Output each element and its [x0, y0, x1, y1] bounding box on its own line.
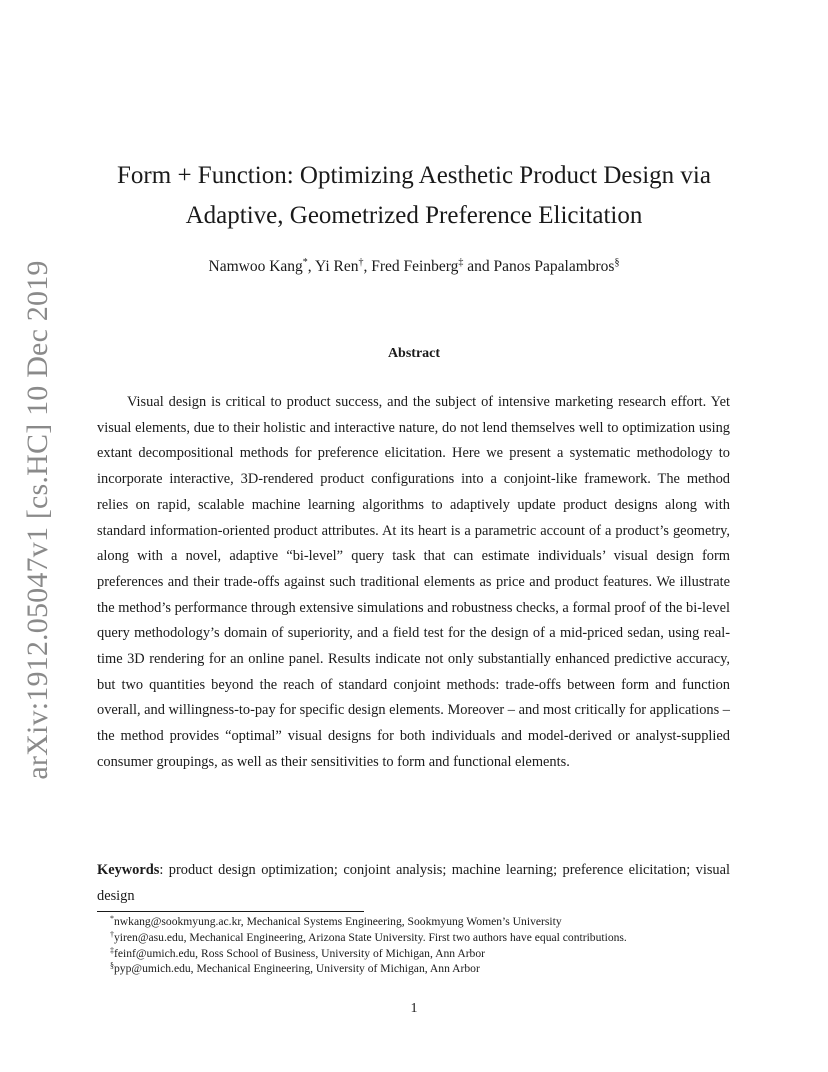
footnote: [110, 914, 730, 930]
footnote: [110, 961, 730, 977]
author-separator: ,: [307, 258, 315, 275]
abstract-text: Visual design is critical to product success, and the subject of intensive marketing research effort. Yet visual elements, due to their holistic and interactive nature, do not lend themselves well to optimization using extant decompositional methods for preference elicitation. Here we present a systematic methodology to incorporate interactive, 3D-rendered product configurations into a conjoint-like framework. The method relies on rapid, scalable machine learning algorithms to adaptively update product designs along with standard information-oriented product attributes. At its heart is a parametric account of a product’s geometry, along with a novel, adaptive “bi-level” query task that can estimate individuals’ visual design form preferences and their trade-offs against such traditional elements as price and product features. We illustrate the method’s performance through extensive simulations and robustness checks, a formal proof of the bi-level query methodology’s domain of superiority, and a field test for the design of a mid-priced sedan, using real-time 3D rendering for an online panel. Results indicate not only substantially enhanced predictive accuracy, but two quantities beyond the reach of standard conjoint methods: trade-offs between form and function overall, and willingness-to-pay for specific design elements. Moreover – and most critically for applications – the method provides “optimal” visual designs for both individuals and model-derived or analyst-supplied consumer groupings, as well as their sensitivities to form and functional elements.: [97, 394, 731, 770]
author-name: Yi Ren: [314, 258, 359, 275]
author-name: Namwoo Kang: [208, 258, 303, 275]
paper-title-line-2: Adaptive, Geometrized Preference Elicitation: [185, 202, 643, 229]
arxiv-identifier-stamp: arXiv:1912.05047v1 [cs.HC] 10 Dec 2019: [21, 260, 54, 780]
abstract-heading: Abstract: [387, 346, 441, 361]
author-footnote-mark: ‡: [458, 257, 464, 268]
footnotes: [110, 914, 730, 977]
author-footnote-mark: *: [302, 257, 308, 268]
footnote-text: yiren@asu.edu, Mechanical Engineering, Arizona State University. First two authors have equal contributions.: [114, 930, 627, 944]
author-footnote-mark: §: [614, 257, 620, 268]
footnote-mark: ‡: [110, 945, 114, 955]
keywords-text: : product design optimization; conjoint analysis; machine learning; preference elicitation; visual design: [97, 862, 730, 904]
page-number: 1: [410, 1001, 418, 1016]
footnote-mark: †: [110, 929, 114, 939]
footnote-text: feinf@umich.edu, Ross School of Business, University of Michigan, Ann Arbor: [114, 946, 486, 960]
author-separator: ,: [363, 258, 372, 275]
paper-title: [90, 156, 738, 236]
author-separator: and: [463, 258, 494, 275]
author-list: [90, 256, 738, 278]
keywords-label: Keywords: [97, 862, 160, 878]
footnote-text: nwkang@sookmyung.ac.kr, Mechanical Systems Engineering, Sookmyung Women’s University: [114, 915, 562, 928]
keywords-section: [97, 858, 730, 909]
author-name: Fred Feinberg: [371, 258, 459, 275]
author-name: Panos Papalambros: [493, 258, 615, 275]
footnote-mark: *: [110, 914, 114, 923]
author-footnote-mark: †: [358, 257, 364, 268]
footnote-divider: [97, 911, 364, 912]
footnote-text: pyp@umich.edu, Mechanical Engineering, University of Michigan, Ann Arbor: [114, 962, 480, 976]
footnote: [110, 946, 730, 962]
paper-title-line-1: Form + Function: Optimizing Aesthetic Product Design via: [117, 162, 711, 189]
footnote-mark: §: [110, 961, 114, 971]
footnote: [110, 930, 730, 946]
